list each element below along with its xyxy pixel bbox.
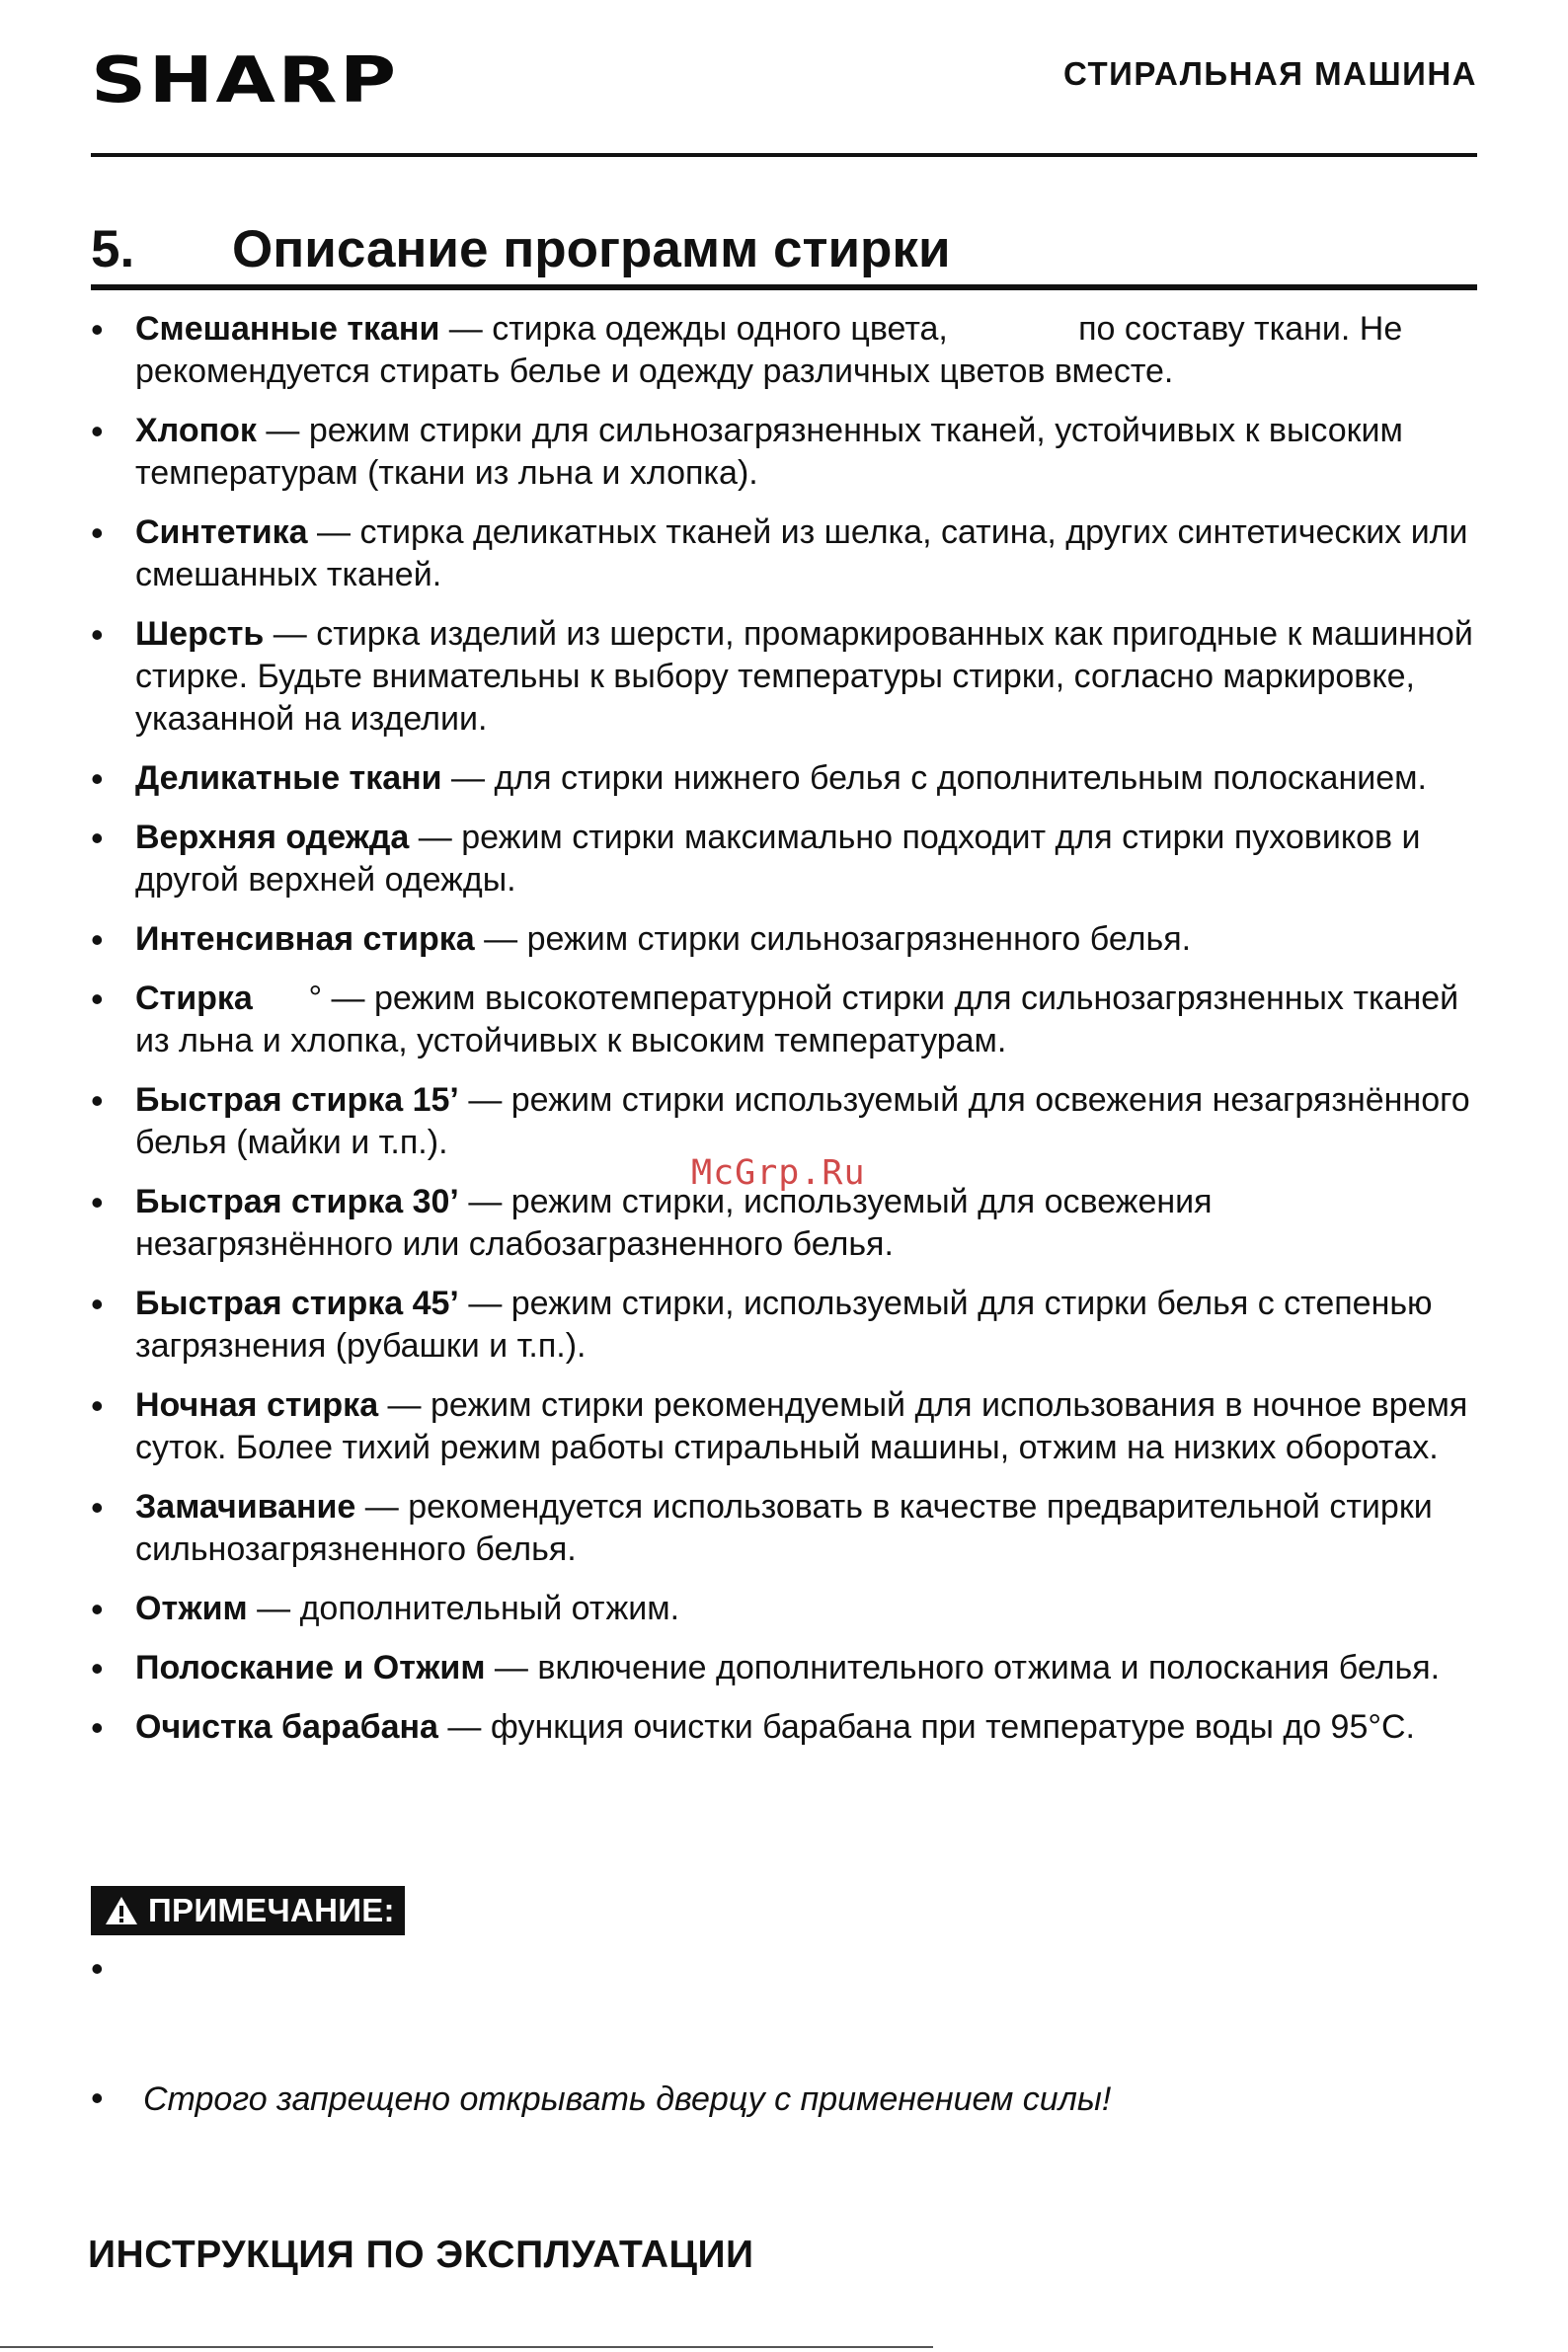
- program-description: — функция очистки барабана при температуре воды до 95°C.: [437, 1708, 1415, 1746]
- footer-title: ИНСТРУКЦИЯ ПО ЭКСПЛУАТАЦИИ: [88, 2234, 754, 2276]
- program-description: — для стирки нижнего белья с дополнительным полосканием.: [441, 759, 1427, 797]
- list-item: [91, 1384, 1477, 1469]
- warning-icon: [105, 1895, 138, 1926]
- list-item: [91, 1706, 1477, 1749]
- program-description: — режим стирки сильнозагрязненного белья.: [474, 920, 1192, 958]
- program-name: Хлопок: [135, 412, 257, 449]
- program-name: Шерсть: [135, 615, 265, 653]
- list-item: [91, 1588, 1477, 1630]
- list-item: [91, 1079, 1477, 1164]
- program-description: — стирка одежды одного цвета, по составу ткани. Не рекомендуется стирать белье и одежду различных цветов вместе.: [135, 310, 1412, 390]
- program-name: Верхняя одежда: [135, 819, 410, 856]
- program-name: Синтетика: [135, 513, 308, 551]
- list-item: [91, 918, 1477, 961]
- header-divider: [91, 153, 1477, 157]
- note-badge: [91, 1886, 405, 1935]
- list-item: [91, 757, 1477, 800]
- list-item: [91, 410, 1477, 495]
- program-description: — стирка деликатных тканей из шелка, сатина, других синтетических или смешанных тканей.: [135, 513, 1468, 593]
- program-description: ° — режим высокотемпературной стирки для сильнозагрязненных тканей из льна и хлопка, устойчивых к высоким температурам.: [135, 980, 1468, 1059]
- program-description: — включение дополнительного отжима и полоскания белья.: [485, 1649, 1441, 1686]
- program-name: Интенсивная стирка: [135, 920, 475, 958]
- program-description: — рекомендуется использовать в качестве предварительной стирки сильнозагрязненного белья.: [135, 1488, 1433, 1568]
- section-heading: [91, 220, 1477, 278]
- list-item: [91, 817, 1477, 902]
- watermark: McGrp.Ru: [691, 1153, 866, 1193]
- program-name: Смешанные ткани: [135, 310, 440, 348]
- document-title: СТИРАЛЬНАЯ МАШИНА: [1062, 55, 1477, 92]
- note-warning: [91, 2077, 1111, 2121]
- list-item: [91, 613, 1477, 741]
- note-bullet: •: [91, 1948, 104, 1989]
- page-edge-line: [0, 2346, 933, 2348]
- list-item: [91, 1647, 1477, 1689]
- program-description: — стирка изделий из шерсти, промаркированных как пригодные к машинной стирке. Будьте внимательны к выбору температуры стирки, согласно маркировке, указанной на изделии.: [135, 615, 1473, 738]
- brand-logo: SHARP: [91, 44, 399, 118]
- program-name: Стирка: [135, 980, 253, 1017]
- section-divider: [91, 284, 1477, 290]
- warning-text: Строго запрещено открывать дверцу с применением силы!: [143, 2080, 1112, 2118]
- program-description: — режим стирки максимально подходит для стирки пуховиков и другой верхней одежды.: [135, 819, 1421, 899]
- program-description: — режим стирки рекомендуемый для использования в ночное время суток. Более тихий режим работы стиральный машины, отжим на низких оборотах.: [135, 1386, 1468, 1466]
- program-name: Замачивание: [135, 1488, 356, 1526]
- program-description: — режим стирки, используемый для освежения незагрязнённого или слабозагразненного белья.: [135, 1183, 1213, 1263]
- list-item: [91, 1181, 1477, 1266]
- program-description: — дополнительный отжим.: [247, 1590, 680, 1627]
- program-name: Быстрая стирка 15’: [135, 1081, 459, 1119]
- program-name: Очистка барабана: [135, 1708, 438, 1746]
- program-name: Полоскание и Отжим: [135, 1649, 486, 1686]
- program-list: [91, 308, 1477, 1765]
- program-name: Деликатные ткани: [135, 759, 442, 797]
- list-item: [91, 511, 1477, 596]
- list-item: [91, 978, 1477, 1062]
- program-description: — режим стирки используемый для освежения незагрязнённого белья (майки и т.п.).: [135, 1081, 1470, 1161]
- program-description: — режим стирки для сильнозагрязненных тканей, устойчивых к высоким температурам (ткани из льна и хлопка).: [135, 412, 1403, 492]
- program-description: — режим стирки, используемый для стирки белья с степенью загрязнения (рубашки и т.п.).: [135, 1285, 1433, 1365]
- section-title: Описание программ стирки: [232, 220, 951, 278]
- list-item: [91, 308, 1477, 393]
- program-name: Быстрая стирка 45’: [135, 1285, 459, 1322]
- warning-bullet: •: [91, 2078, 104, 2118]
- list-item: [91, 1486, 1477, 1571]
- program-name: Ночная стирка: [135, 1386, 379, 1424]
- program-name: Быстрая стирка 30’: [135, 1183, 459, 1220]
- program-name: Отжим: [135, 1590, 248, 1627]
- note-label: ПРИМЕЧАНИЕ:: [148, 1892, 395, 1928]
- section-number: 5.: [91, 220, 135, 278]
- list-item: [91, 1283, 1477, 1368]
